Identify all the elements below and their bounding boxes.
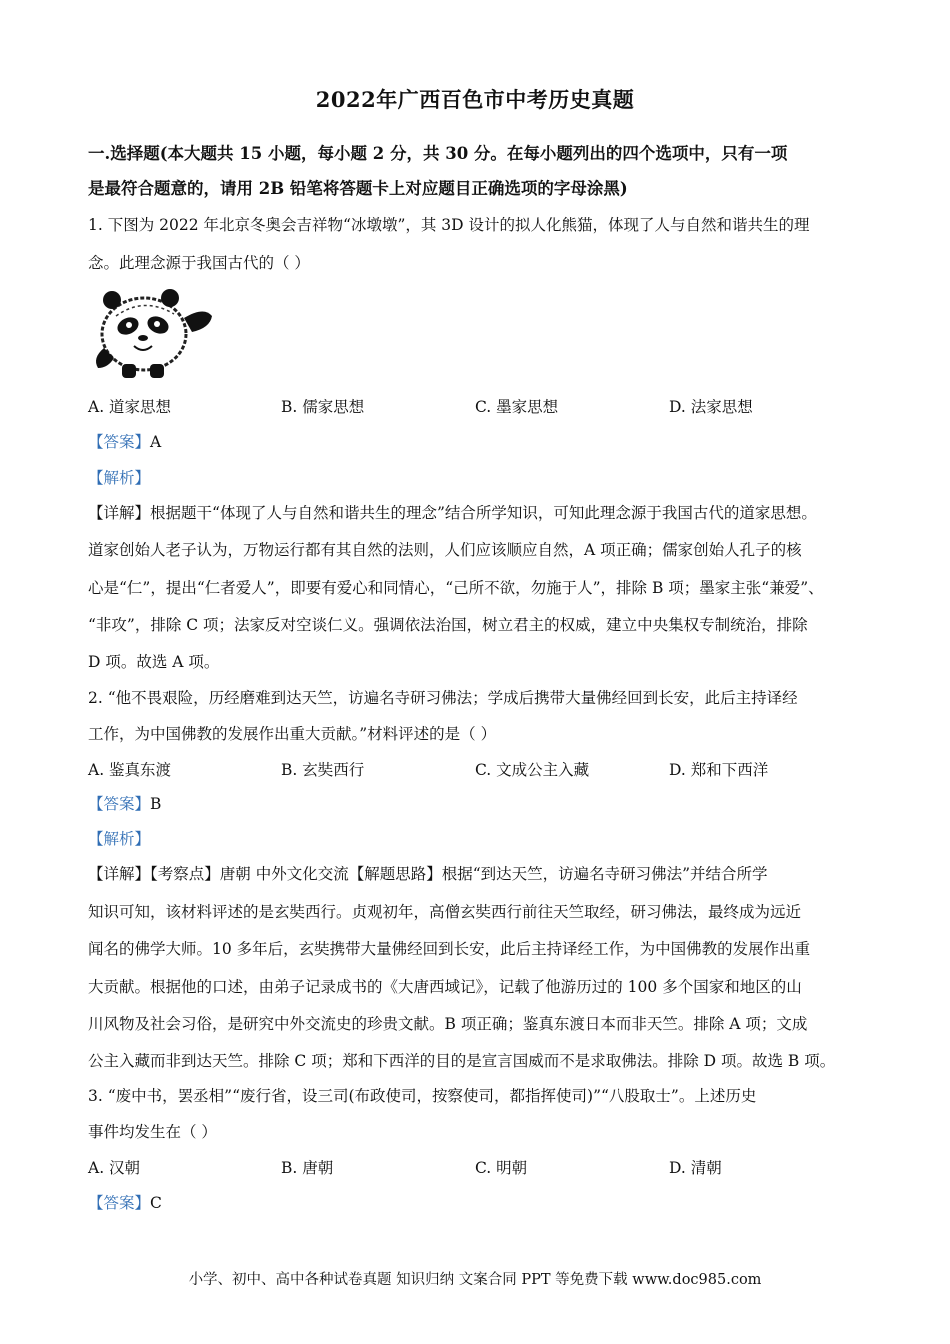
q3-answer-row	[88, 1192, 868, 1214]
page-footer: 小学、初中、高中各种试卷真题 知识归纳 文案合同 PPT 等免费下载 www.doc985.com	[188, 1272, 762, 1288]
q3-stem-line-1: 3. “废中书，罢丞相”“废行省，设三司(布政使司，按察使司，都指挥使司)”“八股取士”。上述历史	[88, 1087, 757, 1105]
q1-option-c: C. 墨家思想	[475, 398, 559, 416]
answer-tag: 【答案】	[88, 1194, 151, 1212]
q1-stem-line-1: 1. 下图为 2022 年北京冬奥会吉祥物“冰墩墩”，其 3D 设计的拟人化熊猫，体现了人与自然和谐共生的理	[88, 216, 810, 234]
q1-option-b: B. 儒家思想	[281, 398, 365, 416]
q3-stem-line-2: 事件均发生在（ ）	[88, 1123, 217, 1141]
q3-option-a: A. 汉朝	[88, 1159, 141, 1177]
q2-stem-line-1: 2. “他不畏艰险，历经磨难到达天竺，访遍名寺研习佛法；学成后携带大量佛经回到长安，此后主持译经	[88, 689, 798, 707]
q3-option-c: C. 明朝	[475, 1159, 528, 1177]
q1-detail-line-2: 道家创始人老子认为，万物运行都有其自然的法则，人们应该顺应自然，A 项正确；儒家创始人孔子的核	[88, 541, 802, 559]
section-heading-line-2: 是最符合题意的，请用 2B 铅笔将答题卡上对应题目正确选项的字母涂黑)	[88, 179, 628, 198]
q3-option-d: D. 清朝	[669, 1159, 722, 1177]
q2-detail-line-4: 大贡献。根据他的口述，由弟子记录成书的《大唐西域记》，记载了他游历过的 100 多个国家和地区的山	[88, 978, 802, 996]
q2-analysis-tag: 【解析】	[88, 830, 151, 848]
q2-detail-line-2: 知识可知，该材料评述的是玄奘西行。贞观初年，高僧玄奘西行前往天竺取经，研习佛法，最终成为远近	[88, 903, 802, 921]
q1-answer: A	[150, 433, 162, 451]
section-heading-line-1: 一.选择题(本大题共 15 小题，每小题 2 分，共 30 分。在每小题列出的四个选项中，只有一项	[88, 144, 788, 163]
q2-detail-line-1	[88, 863, 868, 885]
q2-option-a: A. 鉴真东渡	[88, 761, 172, 779]
page-title: 2022年广西百色市中考历史真题	[315, 87, 635, 112]
q2-answer: B	[150, 795, 162, 813]
q2-stem-line-2: 工作，为中国佛教的发展作出重大贡献。”材料评述的是（ ）	[88, 725, 497, 743]
answer-tag: 【答案】	[88, 433, 151, 451]
q1-analysis-tag: 【解析】	[88, 469, 151, 487]
q2-option-b: B. 玄奘西行	[281, 761, 365, 779]
q1-option-d: D. 法家思想	[669, 398, 753, 416]
q2-answer-row	[88, 793, 868, 815]
q1-option-a: A. 道家思想	[88, 398, 172, 416]
bing-dwen-dwen-mascot-image	[92, 288, 216, 380]
q1-detail-line-3: 心是“仁”，提出“仁者爱人”，即要有爱心和同情心，“己所不欲，勿施于人”，排除 B 项；墨家主张“兼爱”、	[88, 579, 824, 597]
q1-detail-line-5: D 项。故选 A 项。	[88, 653, 220, 671]
q3-answer: C	[150, 1194, 162, 1212]
answer-tag: 【答案】	[88, 795, 151, 813]
q1-answer-row	[88, 431, 868, 453]
q2-option-d: D. 郑和下西洋	[669, 761, 769, 779]
detail-tag: 【详解】	[88, 865, 151, 883]
q1-stem-line-2: 念。此理念源于我国古代的（ ）	[88, 254, 310, 272]
q1-detail-line-4: “非攻”，排除 C 项；法家反对空谈仁义。强调依法治国，树立君主的权威，建立中央集权专制统治，排除	[88, 616, 808, 634]
q3-option-b: B. 唐朝	[281, 1159, 334, 1177]
q1-detail-line-1	[88, 502, 868, 524]
q2-detail-line-6: 公主入藏而非到达天竺。排除 C 项；郑和下西洋的目的是宣言国威而不是求取佛法。排除 D 项。故选 B 项。	[88, 1052, 836, 1070]
detail-tag: 【详解】	[88, 504, 151, 522]
q2-option-c: C. 文成公主入藏	[475, 761, 590, 779]
q2-detail-line-3: 闻名的佛学大师。10 多年后，玄奘携带大量佛经回到长安，此后主持译经工作，为中国佛教的发展作出重	[88, 940, 811, 958]
q1-detail-text-1: 根据题干“体现了人与自然和谐共生的理念”结合所学知识，可知此理念源于我国古代的道家思想。	[150, 504, 817, 522]
q2-detail-line-5: 川风物及社会习俗，是研究中外交流史的珍贵文献。B 项正确；鉴真东渡日本而非天竺。排除 A 项；文成	[88, 1015, 808, 1033]
q2-detail-text-1: 【考察点】唐朝 中外文化交流【解题思路】根据“到达天竺，访遍名寺研习佛法”并结合所学	[150, 865, 768, 883]
